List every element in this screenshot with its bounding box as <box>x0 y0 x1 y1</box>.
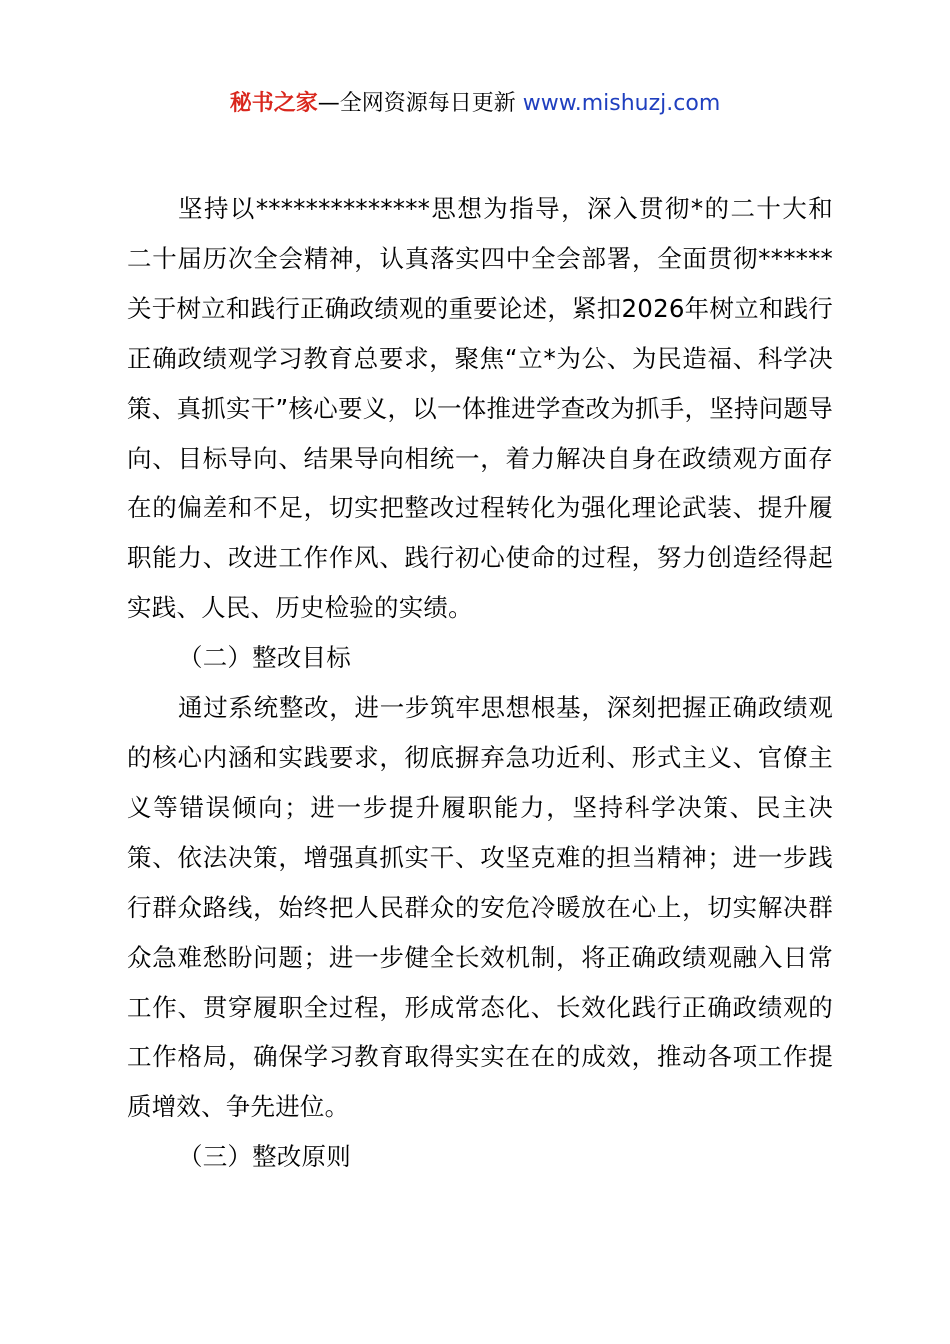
section-heading-principles: （三）整改原则 <box>178 1142 351 1172</box>
intro-paragraph: 坚持以**************思想为指导，深入贯彻*的二十大和二十届历次全会精神，认真落实四中全会部署，全面贯彻******关于树立和践行正确政绩观的重要论述，紧扣2026年树立和践行正确政绩观学习教育总要求，聚焦“立*为公、为民造福、科学决策、真抓实干”核心要义，以一体推进学查改为抓手，坚持问题导向、目标导向、结果导向相统一，着力解决自身在政绩观方面存在的偏差和不足，切实把整改过程转化为强化理论武装、提升履职能力、改进工作作风、践行初心使命的过程，努力创造经得起实践、人民、历史检验的实绩。 <box>127 194 833 623</box>
page-header <box>0 88 950 120</box>
site-url-link[interactable]: www.mishuzj.com <box>522 91 721 116</box>
goals-paragraph: 通过系统整改，进一步筑牢思想根基，深刻把握正确政绩观的核心内涵和实践要求，彻底摒弃急功近利、形式主义、官僚主义等错误倾向；进一步提升履职能力，坚持科学决策、民主决策、依法决策，增强真抓实干、攻坚克难的担当精神；进一步践行群众路线，始终把人民群众的安危冷暖放在心上，切实解决群众急难愁盼问题；进一步健全长效机制，将正确政绩观融入日常工作、贯穿履职全过程，形成常态化、长效化践行正确政绩观的工作格局，确保学习教育取得实实在在的成效，推动各项工作提质增效、争先进位。 <box>127 693 833 1122</box>
document-body <box>127 184 833 1182</box>
site-tagline: —全网资源每日更新 <box>317 91 523 116</box>
site-brand: 秘书之家 <box>229 91 318 116</box>
section-heading-goals: （二）整改目标 <box>178 643 351 673</box>
